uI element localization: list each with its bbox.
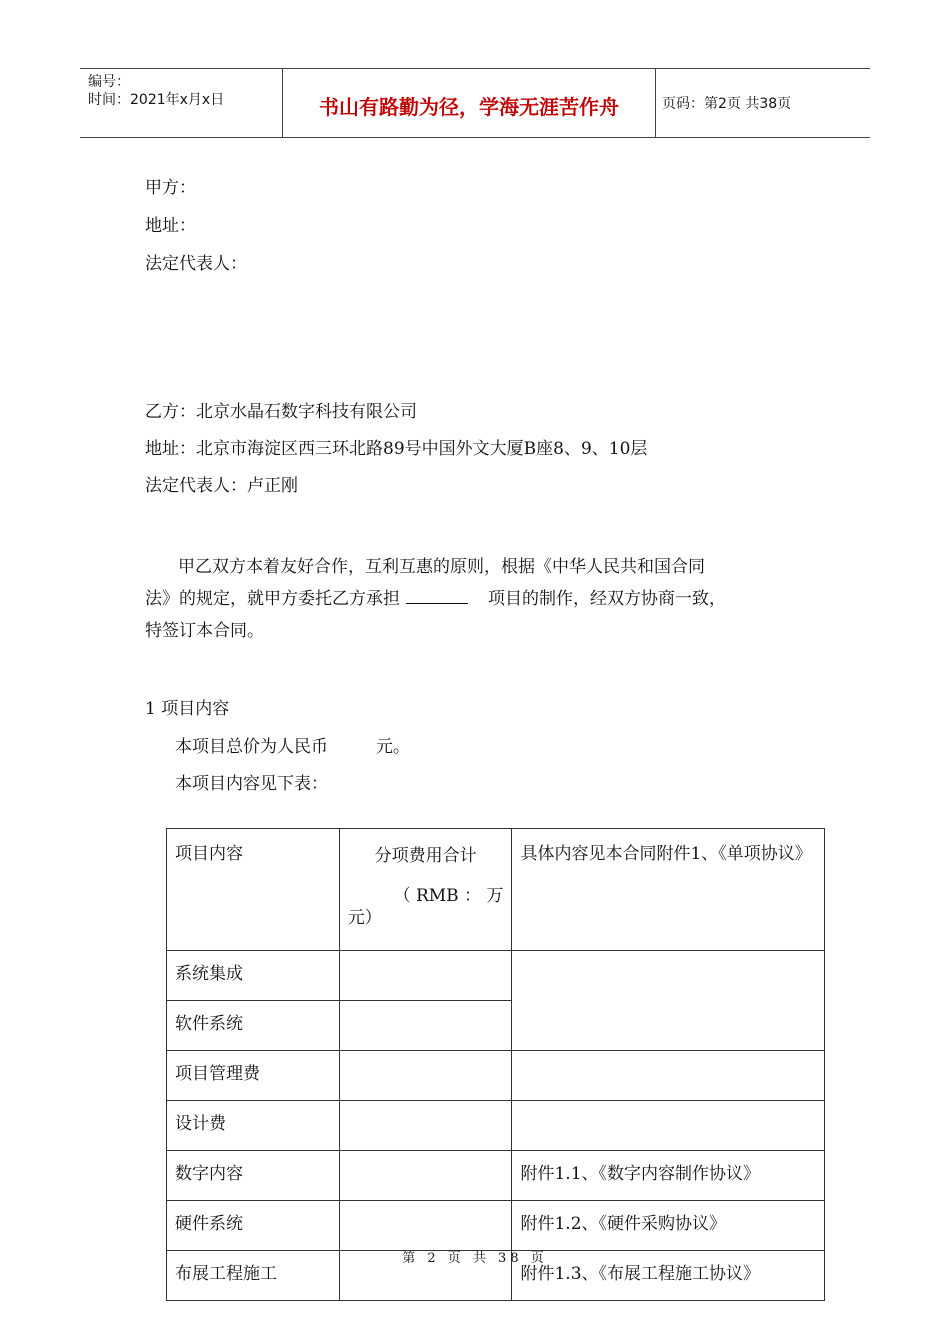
- row-detail-cell: [512, 951, 825, 1051]
- party-b-representative: 法定代表人：卢正刚: [145, 476, 298, 496]
- serial-label: 编号：: [88, 74, 130, 90]
- intro-line-2-b: 项目的制作，经双方协商一致，: [488, 589, 726, 609]
- section-1-heading: 1 项目内容: [145, 699, 230, 719]
- intro-line-1: 甲乙双方本着友好合作，互利互惠的原则，根据《中华人民共和国合同: [178, 557, 705, 577]
- row-cost-cell: [339, 1001, 512, 1051]
- intro-line-2-a: 法》的规定，就甲方委托乙方承担: [145, 589, 400, 609]
- party-b-name: 乙方：北京水晶石数字科技有限公司: [145, 402, 417, 422]
- row-detail-cell: [512, 1101, 825, 1151]
- row-detail-exhibition: 附件1.3、《布展工程施工协议》: [512, 1251, 825, 1301]
- project-name-blank: [406, 589, 468, 604]
- total-price-label: 本项目总价为人民币: [175, 737, 328, 757]
- row-cost-cell: [339, 1051, 512, 1101]
- see-table-line: 本项目内容见下表：: [175, 774, 328, 794]
- header-cell-cost: [339, 829, 512, 951]
- row-detail-cell: [512, 1051, 825, 1101]
- header-page-info: 页码：第2页 共38页: [662, 96, 792, 112]
- party-a-address: 地址：: [145, 216, 196, 236]
- page-footer: 第 2 页 共 38 页: [402, 1251, 548, 1266]
- party-a-representative: 法定代表人：: [145, 254, 247, 274]
- row-label-digital-content: 数字内容: [167, 1151, 340, 1201]
- table-row: [167, 1201, 825, 1251]
- row-label-hardware: 硬件系统: [167, 1201, 340, 1251]
- row-cost-cell: [339, 1101, 512, 1151]
- table-header-row: [167, 829, 825, 951]
- cost-label: 分项费用合计: [374, 846, 477, 866]
- row-detail-hardware: 附件1.2、《硬件采购协议》: [512, 1201, 825, 1251]
- party-b-address: 地址：北京市海淀区西三环北路89号中国外文大厦B座8、9、10层: [145, 439, 648, 459]
- intro-line-3: 特签订本合同。: [145, 621, 264, 641]
- row-cost-cell: [339, 1201, 512, 1251]
- row-detail-digital: 附件1.1、《数字内容制作协议》: [512, 1151, 825, 1201]
- total-price-line: [175, 732, 410, 757]
- total-price-unit: 元。: [376, 737, 410, 757]
- table-row: [167, 1051, 825, 1101]
- party-a-name: 甲方：: [145, 178, 196, 198]
- row-cost-cell: [339, 1151, 512, 1201]
- intro-line-2: [145, 584, 726, 609]
- table-row: [167, 1101, 825, 1151]
- project-items-table: [166, 828, 825, 1301]
- row-label-system-integration: 系统集成: [167, 951, 340, 1001]
- header-motto-cell: [282, 69, 656, 137]
- row-label-design-fee: 设计费: [167, 1101, 340, 1151]
- header-motto: 书山有路勤为径，学海无涯苦作舟: [319, 95, 619, 119]
- header-meta: [80, 69, 282, 137]
- page-header: [80, 68, 870, 138]
- row-label-software: 软件系统: [167, 1001, 340, 1051]
- table-row: [167, 1151, 825, 1201]
- row-label-exhibition: 布展工程施工: [167, 1251, 340, 1301]
- cost-unit-tail: 元）: [347, 908, 382, 928]
- cost-unit-line: （ RMB ： 万: [393, 886, 504, 906]
- table-row: [167, 951, 825, 1001]
- header-cell-item: 项目内容: [167, 829, 340, 951]
- row-cost-cell: [339, 951, 512, 1001]
- header-cell-details: 具体内容见本合同附件1、《单项协议》: [512, 829, 825, 951]
- row-label-management-fee: 项目管理费: [167, 1051, 340, 1101]
- time-label: 时间：2021年x月x日: [88, 92, 225, 108]
